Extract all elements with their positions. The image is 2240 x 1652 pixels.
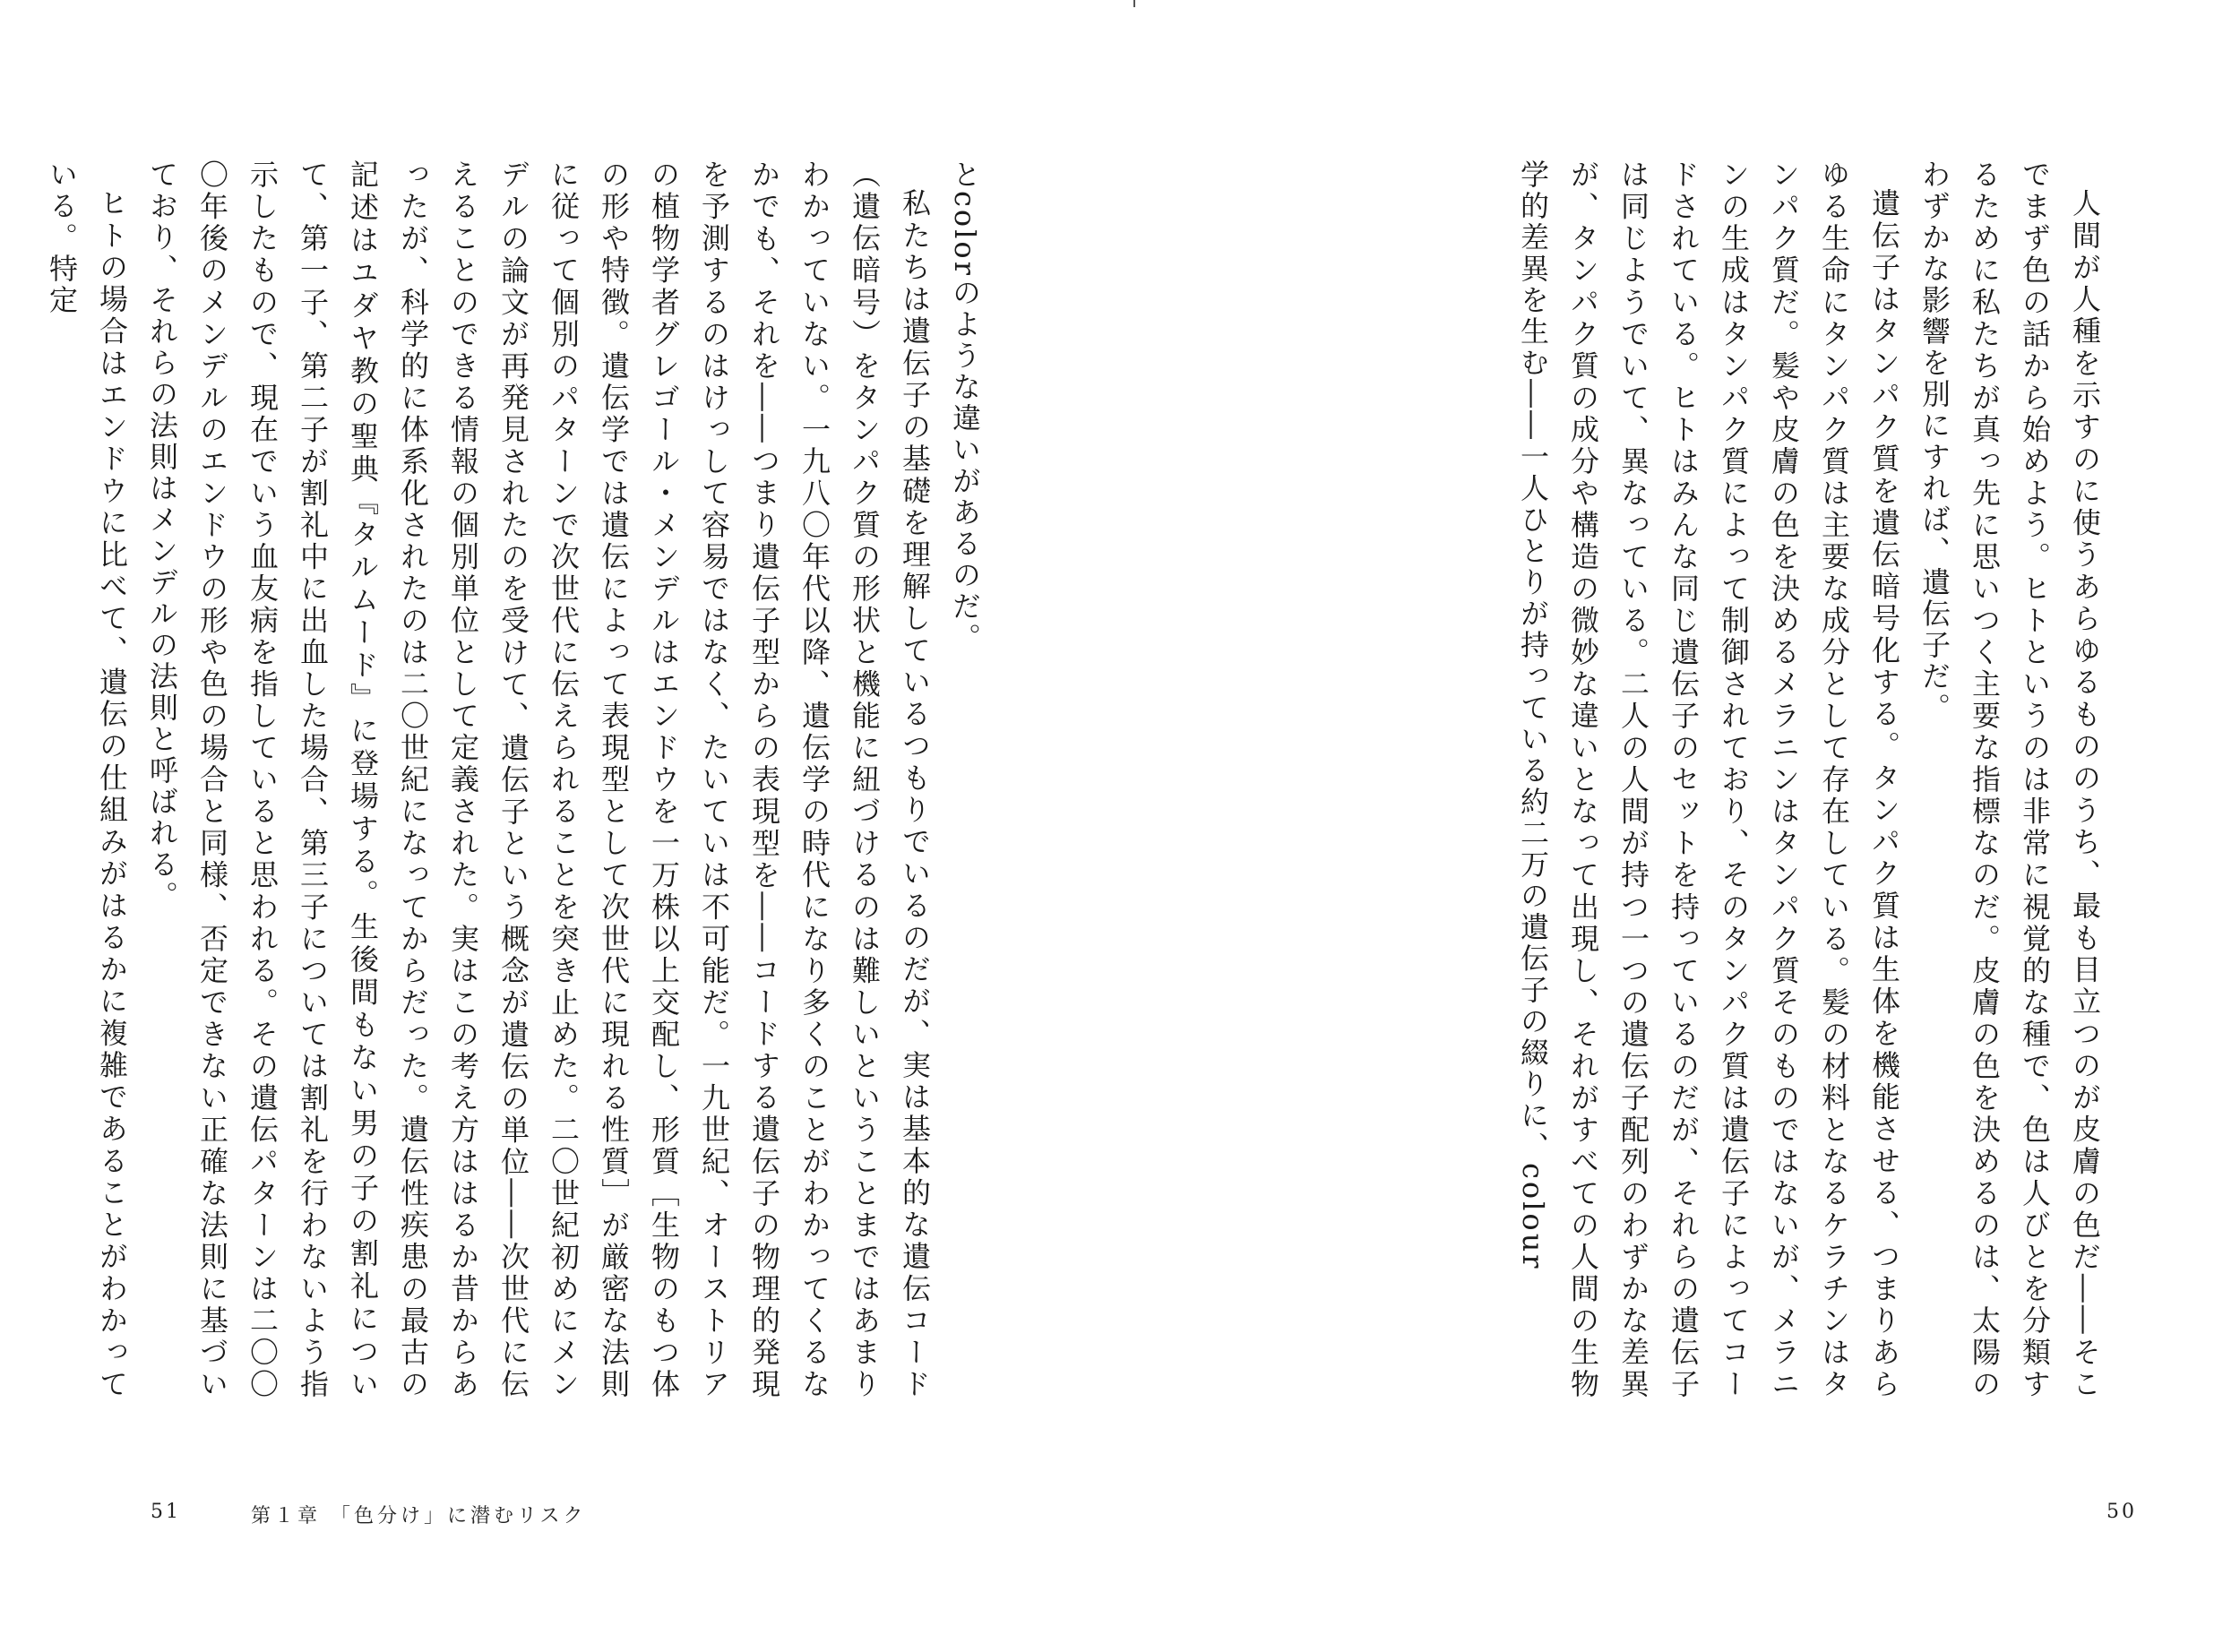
left-page-number: 51 (151, 1501, 181, 1523)
right-paragraph-1: 人間が人種を示すのに使うあらゆるもののうち、最も目立つのが皮膚の色だ――そこでまず色の話から始めよう。ヒトというのは非常に視覚的な種で、色は人びとを分類するために私たちが真っ先に思いつく主要な指標なのだ。皮膚の色を決めるのは、太陽のわずかな影響を別にすれば、遺伝子だ。 (1917, 159, 2102, 1401)
right-page (1133, 0, 2240, 1652)
left-page-body-text (45, 159, 990, 1401)
right-page-body-text (1304, 159, 2110, 1400)
left-paragraph-3: ヒトの場合はエンドウに比べて、遺伝の仕組みがはるかに複雑であることがわかっている。特定 (45, 159, 129, 1400)
right-paragraph-2: 遺伝子はタンパク質を遺伝暗号化する。タンパク質は生体を機能させる、つまりあらゆる生命にタンパク質は主要な成分として存在している。髪の材料となるケラチンはタンパク質だ。髪や皮膚の色を決めるメラニンはタンパク質そのものではないが、メラニンの生成はタンパク質によって制御されており、そのタンパク質は遺伝子によってコードされている。ヒトはみんな同じ遺伝子のセットを持っているのだが、それらの遺伝子は同じようでいて、異なっている。二人の人間が持つ一つの遺伝子配列のわずかな差異が、タンパク質の成分や構造の微妙な違いとなって出現し、それがすべての人間の生物学的差異を生む――一人ひとりが持っている約二万の遺伝子の綴りに、colour (1516, 159, 1901, 1401)
running-head: 第１章 「色分け」に潜むリスク (251, 1505, 587, 1527)
left-paragraph-2: 私たちは遺伝子の基礎を理解しているつもりでいるのだが、実は基本的な遺伝コード（遺伝暗号）をタンパク質の形状と機能に紐づけるのは難しいということまではあまりわかっていない。一九八〇年代以降、遺伝学の時代になり多くのことがわかってくるなかでも、それを――つまり遺伝子型からの表現型を――コードする遺伝子の物理的発現を予測するのはけっして容易ではなく、たいていは不可能だ。一九世紀、オーストリアの植物学者グレゴール・メンデルはエンドウを一万株以上交配し、形質［生物のもつ体の形や特徴。遺伝学では遺伝によって表現型として次世代に現れる性質］が厳密な法則に従って個別のパターンで次世代に伝えられることを突き止めた。二〇世紀初めにメンデルの論文が再発見されたのを受けて、遺伝子という概念が遺伝の単位――次世代に伝えることのできる情報の個別単位として定義された。実はこの考え方ははるか昔からあったが、科学的に体系化されたのは二〇世紀になってからだった。遺伝性疾患の最古の記述はユダヤ教の聖典『タルムード』に登場する。生後間もない男の子の割礼について、第一子、第二子が割礼中に出血した場合、第三子については割礼を行わないよう指示したもので、現在でいう血友病を指していると思われる。その遺伝パターンは二〇〇〇年後のメンデルのエンドウの形や色の場合と同様、否定できない正確な法則に基づいており、それらの法則はメンデルの法則と呼ばれる。 (145, 159, 932, 1401)
left-paragraph-1: とcolorのような違いがあるのだ。 (948, 159, 982, 654)
right-page-number: 50 (2106, 1501, 2137, 1523)
